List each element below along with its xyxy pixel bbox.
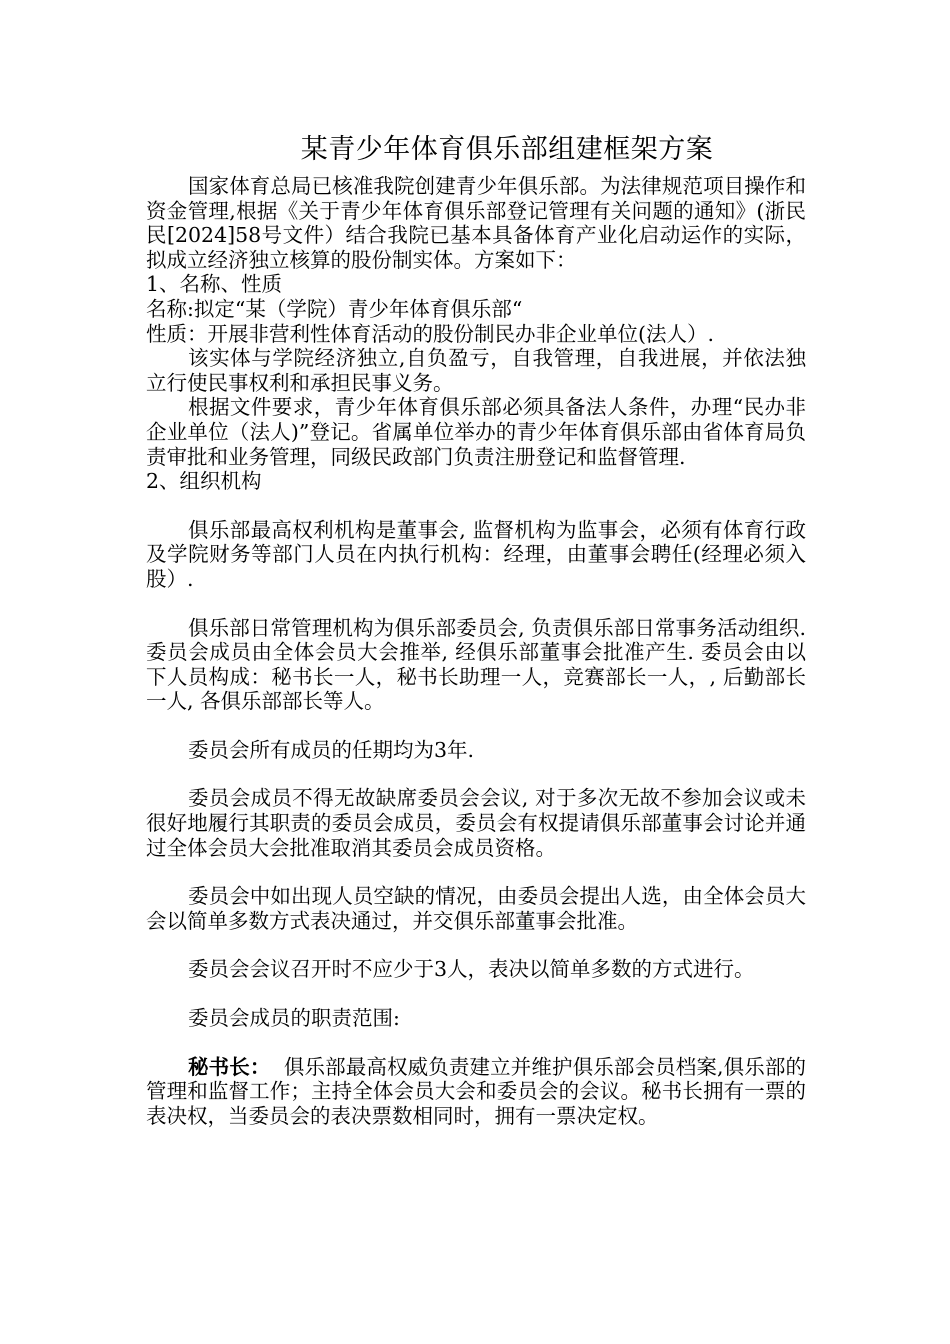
vacancy-paragraph: 委员会中如出现人员空缺的情况，由委员会提出人选，由全体会员大会以简单多数方式表决通过，并交俱乐部董事会批准。 <box>146 884 806 933</box>
nature-line: 性质：开展非营利性体育活动的股份制民办非企业单位(法人）. <box>146 321 715 346</box>
section-heading-name-nature: 1、名称、性质 <box>146 272 283 297</box>
document-title: 某青少年体育俱乐部组建框架方案 <box>300 134 714 165</box>
quorum-paragraph: 委员会会议召开时不应少于3人，表决以简单多数的方式进行。 <box>188 957 755 982</box>
committee-paragraph: 俱乐部日常管理机构为俱乐部委员会, 负责俱乐部日常事务活动组织. 委员会成员由全体会员大会推举, 经俱乐部董事会批准产生. 委员会由以下人员构成：秘书长一人，秘书长助理一人，竞赛部长一人，, 后勤部长一人, 各俱乐部部长等人。 <box>146 615 806 714</box>
term-paragraph: 委员会所有成员的任期均为3年. <box>188 737 475 762</box>
name-line: 名称:拟定“某（学院）青少年体育俱乐部“ <box>146 296 523 321</box>
requirement-paragraph: 根据文件要求，青少年体育俱乐部必须具备法人条件，办理“民办非企业单位（法人)”登记。省属单位举办的青少年体育俱乐部由省体育局负责审批和业务管理，同级民政部门负责注册登记和监督管理. <box>146 395 806 469</box>
document-page <box>146 128 806 1128</box>
intro-paragraph: 国家体育总局已核准我院创建青少年俱乐部。为法律规范项目操作和资金管理,根据《关于青少年体育俱乐部登记管理有关问题的通知》(浙民民[2024]58号文件）结合我院已基本具备体育产业化启动运作的实际，拟成立经济独立核算的股份制实体。方案如下： <box>146 174 806 272</box>
section-heading-organization: 2、组织机构 <box>146 469 262 494</box>
duties-intro-paragraph: 委员会成员的职责范围: <box>188 1006 400 1031</box>
secretary-text: 俱乐部最高权威负责建立并维护俱乐部会员档案,俱乐部的管理和监督工作；主持全体会员大会和委员会的会议。秘书长拥有一票的表决权，当委员会的表决票数相同时，拥有一票决定权。 <box>146 1054 807 1128</box>
absence-paragraph: 委员会成员不得无故缺席委员会会议, 对于多次无故不参加会议或未很好地履行其职责的委员会成员，委员会有权提请俱乐部董事会讨论并通过全体会员大会批准取消其委员会成员资格。 <box>146 786 806 860</box>
board-paragraph: 俱乐部最高权利机构是董事会, 监督机构为监事会，必须有体育行政及学院财务等部门人员在内执行机构：经理，由董事会聘任(经理必须入股）. <box>146 517 806 591</box>
secretary-paragraph <box>146 1055 806 1129</box>
secretary-label: 秘书长： <box>188 1054 271 1079</box>
independence-paragraph: 该实体与学院经济独立,自负盈亏，自我管理，自我进展，并依法独立行使民事权利和承担民事义务。 <box>146 346 806 395</box>
